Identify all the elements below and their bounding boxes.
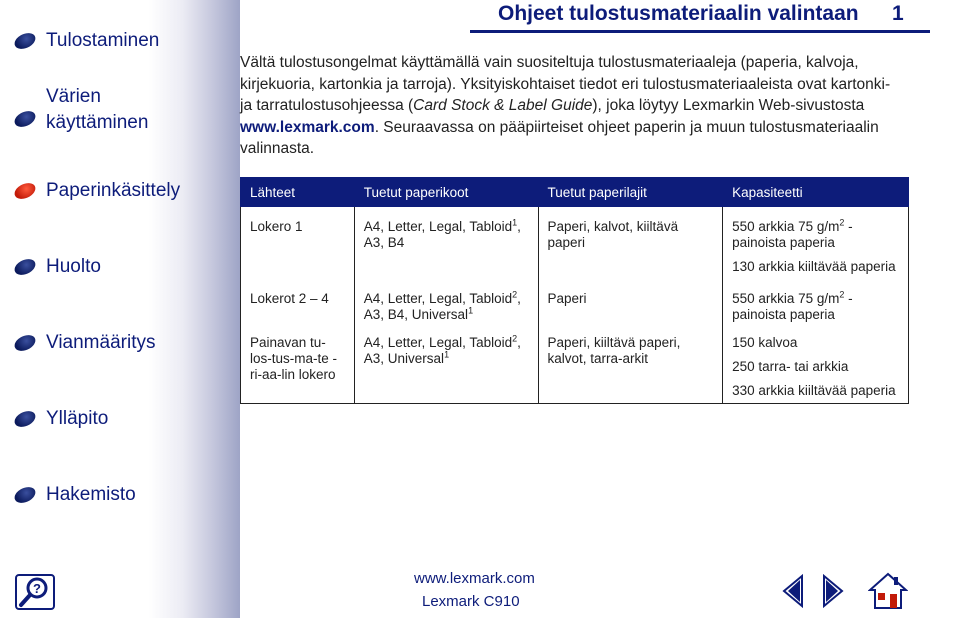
source-cell: Painavan tu-los-tus-ma-te -ri-aa-lin lokero: [241, 329, 355, 404]
header-divider: [470, 30, 930, 33]
nav-bullet-icon: [12, 30, 38, 52]
page-header: [240, 0, 960, 36]
home-icon[interactable]: [868, 572, 908, 610]
types-cell: Paperi, kalvot, kiiltävä paperi: [538, 207, 723, 286]
nav-label: Ylläpito: [46, 408, 109, 429]
footer-model: Lexmark C910: [422, 593, 520, 610]
footer-url[interactable]: www.lexmark.com: [414, 570, 535, 587]
nav-label: Huolto: [46, 256, 101, 277]
nav-item-yllapito[interactable]: [14, 406, 108, 432]
nav-bullet-icon: [12, 332, 38, 354]
help-magnifier-icon[interactable]: [15, 574, 55, 610]
intro-text: . Seuraavassa on pääpiirteiset ohjeet paperin ja muun tulostusmateriaalin valinnasta.: [240, 118, 879, 157]
guide-title: Card Stock & Label Guide: [413, 97, 593, 114]
capacity-cell: 550 arkkia 75 $g/m^2$ -painoista paperia 130 arkkia kiiltävää paperia: [723, 207, 909, 286]
forward-arrow-icon[interactable]: [820, 574, 846, 608]
svg-text:?: ?: [33, 581, 41, 596]
types-cell: Paperi, kiiltävä paperi, kalvot, tarra-arkit: [538, 329, 723, 404]
nav-label: Hakemisto: [46, 484, 136, 505]
active-bullet-icon: [12, 180, 38, 202]
nav-item-paperinkasittely[interactable]: [14, 178, 180, 204]
nav-bullet-icon: [12, 108, 38, 130]
nav-item-hakemisto[interactable]: [14, 482, 136, 508]
types-cell: Paperi: [538, 285, 723, 329]
page-number: 1: [892, 2, 904, 25]
table-row: [241, 329, 909, 404]
header-paperilajit: Tuetut paperilajit: [538, 178, 723, 207]
table-row: [241, 285, 909, 329]
nav-label: Tulostaminen: [46, 30, 160, 51]
header-lahteet: Lähteet: [241, 178, 355, 207]
nav-label: Paperinkäsittely: [46, 180, 181, 201]
intro-text: ), joka löytyy Lexmarkin Web-sivustosta: [592, 97, 865, 114]
nav-label: Värien käyttäminen: [46, 86, 149, 133]
sizes-cell: A4, Letter, Legal, Tabloid$^1$, A3, B4: [354, 207, 538, 286]
nav-item-tulostaminen[interactable]: [14, 28, 159, 54]
sizes-cell: A4, Letter, Legal, Tabloid$^2$, A3, B4, Universal$^1$: [354, 285, 538, 329]
media-table: [240, 177, 909, 404]
capacity-cell: 150 kalvoa 250 tarra- tai arkkia 330 arkkia kiiltävää paperia: [723, 329, 909, 404]
nav-item-varien-kayttaminen[interactable]: [14, 84, 156, 136]
header-kapasiteetti: Kapasiteetti: [723, 178, 909, 207]
capacity-cell: 550 arkkia 75 $g/m^2$ -painoista paperia: [723, 285, 909, 329]
nav-item-huolto[interactable]: [14, 254, 101, 280]
back-arrow-icon[interactable]: [780, 574, 806, 608]
intro-text: Vältä tulostusongelmat käyttämällä vain suositeltuja tulostusmateriaaleja (paperia, kalvoja, kirjekuoria, kartonkia ja tarroja). Yksityiskohtaiset tiedot eri tulostusmateriaaleista ovat kartonki- ja tarratulostusohjeessa (: [240, 54, 891, 114]
lexmark-web-link[interactable]: www.lexmark.com: [240, 118, 375, 136]
table-row: [241, 207, 909, 286]
nav-bullet-icon: [12, 256, 38, 278]
nav-label: Vianmääritys: [46, 332, 156, 353]
table-header-row: [241, 178, 909, 207]
source-cell: Lokero 1: [241, 207, 355, 286]
sidebar-nav: [0, 0, 240, 618]
intro-paragraph: [240, 52, 900, 160]
source-cell: Lokerot 2 – 4: [241, 285, 355, 329]
nav-item-vianmaaritys[interactable]: [14, 330, 155, 356]
sizes-cell: A4, Letter, Legal, Tabloid$^2$, A3, Universal$^1$: [354, 329, 538, 404]
header-paperikoot: Tuetut paperikoot: [354, 178, 538, 207]
page-title: Ohjeet tulostusmateriaalin valintaan: [498, 2, 859, 25]
nav-bullet-icon: [12, 408, 38, 430]
nav-bullet-icon: [12, 484, 38, 506]
